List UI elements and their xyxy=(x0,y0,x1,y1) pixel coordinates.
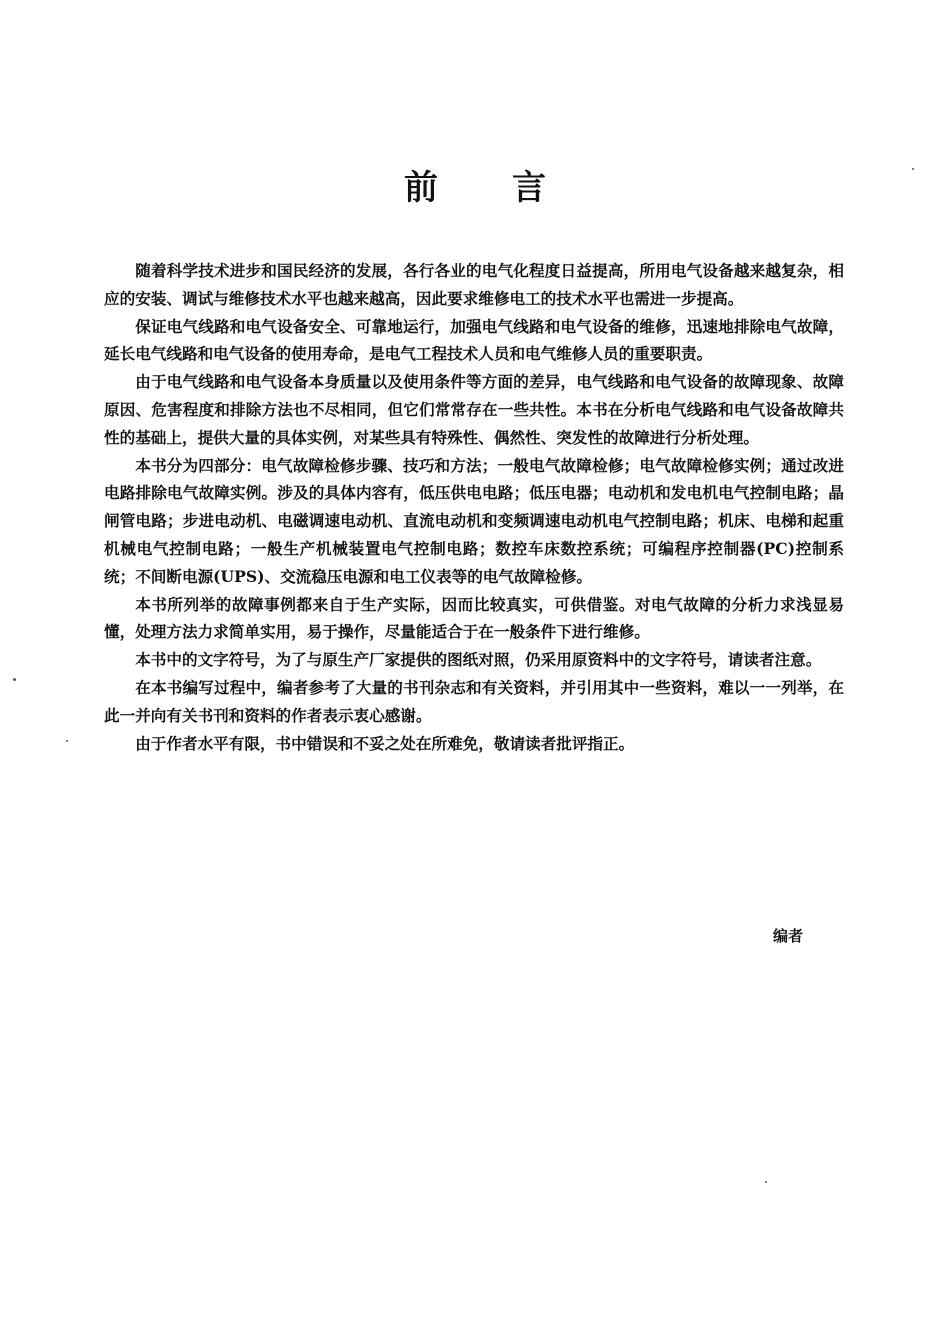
scan-speck xyxy=(13,678,16,681)
title-char-2: 言 xyxy=(512,168,546,208)
scan-speck xyxy=(912,168,914,170)
author-signature: 编者 xyxy=(772,927,803,945)
scan-speck xyxy=(765,1181,767,1183)
paragraph-1: 随着科学技术进步和国民经济的发展，各行各业的电气化程度日益提高，所用电气设备越来越复杂，相应的安装、调试与维修技术水平也越来越高，因此要求维修电工的技术水平也需进一步提高。 xyxy=(104,261,844,308)
paragraph-5: 本书所列举的故障事例都来自于生产实际，因而比较真实，可供借鉴。对电气故障的分析力求浅显易懂，处理方法力求简单实用，易于操作，尽量能适合于在一般条件下进行维修。 xyxy=(104,594,844,642)
scan-speck xyxy=(66,740,68,742)
title-char-1: 前 xyxy=(404,168,438,208)
paragraph-7: 在本书编写过程中，编者参考了大量的书刊杂志和有关资料，并引用其中一些资料，难以一一列举，在此一并向有关书刊和资料的作者表示衷心感谢。 xyxy=(104,677,844,725)
paragraph-2: 保证电气线路和电气设备安全、可靠地运行，加强电气线路和电气设备的维修，迅速地排除电气故障，延长电气线路和电气设备的使用寿命，是电气工程技术人员和电气维修人员的重要职责。 xyxy=(104,316,844,364)
paragraph-4: 本书分为四部分：电气故障检修步骤、技巧和方法；一般电气故障检修；电气故障检修实例；通过改进电路排除电气故障实例。涉及的具体内容有，低压供电电路；低压电器；电动机和发电机电气控制电路；晶闸管电路；步进电动机、电磁调速电动机、直流电动机和变频调速电动机电气控制电路；机床、电梯和起重机械电气控制电路；一般生产机械装置电气控制电路；数控车床数控系统；可编程序控制器(PC)控制系统；不间断电源(UPS)、交流稳压电源和电工仪表等的电气故障检修。 xyxy=(104,455,844,586)
paragraph-6: 本书中的文字符号，为了与原生产厂家提供的图纸对照，仍采用原资料中的文字符号，请读者注意。 xyxy=(135,650,822,670)
page-title xyxy=(0,168,950,208)
paragraph-8: 由于作者水平有限，书中错误和不妥之处在所难免，敬请读者批评指正。 xyxy=(135,733,635,753)
paragraph-3: 由于电气线路和电气设备本身质量以及使用条件等方面的差异，电气线路和电气设备的故障现象、故障原因、危害程度和排除方法也不尽相同，但它们常常存在一些共性。本书在分析电气线路和电气设备故障共性的基础上，提供大量的具体实例，对某些具有特殊性、偶然性、突发性的故障进行分析处理。 xyxy=(104,372,844,447)
preface-body xyxy=(104,257,844,757)
